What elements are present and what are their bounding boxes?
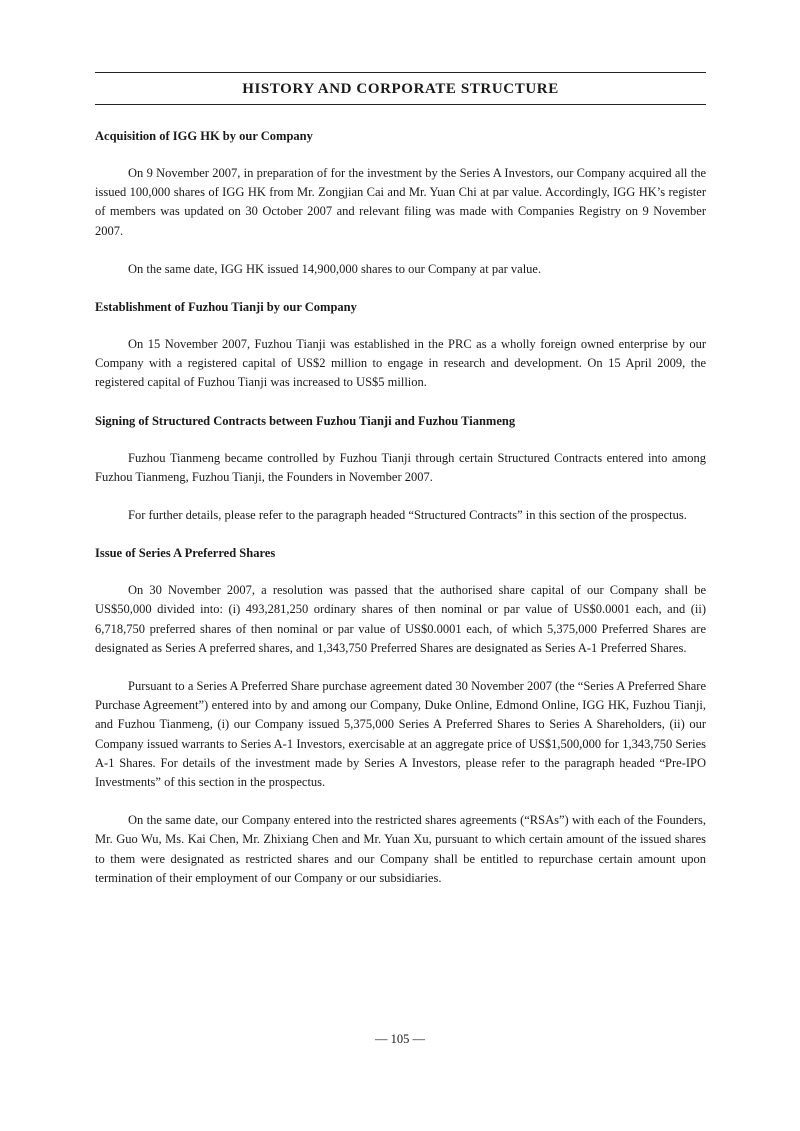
- section-heading: Establishment of Fuzhou Tianji by our Company: [95, 300, 357, 315]
- paragraph: Pursuant to a Series A Preferred Share purchase agreement dated 30 November 2007 (the “Series A Preferred Share Purchase Agreement”) entered into by and among our Company, Duke Online, Edmond Online, IGG HK, Fuzhou Tianji, and Fuzhou Tianmeng, (i) our Company issued 5,375,000 Series A Preferred Shares to Series A Shareholders, (ii) our Company issued warrants to Series A-1 Investors, exercisable at an aggregate price of US$1,500,000 for 1,343,750 Series A-1 Shares. For details of the investment made by Series A Investors, please refer to the paragraph headed “Pre-IPO Investments” of this section in the prospectus.: [95, 679, 706, 790]
- document-body: [95, 127, 706, 888]
- paragraph: On the same date, IGG HK issued 14,900,000 shares to our Company at par value.: [128, 261, 542, 276]
- section-structured-contracts: [95, 412, 706, 526]
- section-acquisition-igg-hk: [95, 127, 706, 279]
- header-top-rule: [95, 72, 706, 73]
- section-series-a-preferred-shares: [95, 544, 706, 888]
- page-title: HISTORY AND CORPORATE STRUCTURE: [242, 81, 559, 97]
- header-bottom-rule: [95, 104, 706, 105]
- document-page: [95, 72, 706, 907]
- page-number: — 105 —: [375, 1032, 425, 1046]
- paragraph: On the same date, our Company entered into the restricted shares agreements (“RSAs”) with each of the Founders, Mr. Guo Wu, Ms. Kai Chen, Mr. Zhixiang Chen and Mr. Yuan Xu, pursuant to which certain amount of the issued shares to them were designated as restricted shares and our Company shall be entitled to repurchase certain amount upon termination of their employment of our Company or our subsidiaries.: [95, 813, 706, 885]
- paragraph: For further details, please refer to the paragraph headed “Structured Contracts” in this section of the prospectus.: [128, 508, 687, 523]
- section-establishment-fuzhou-tianji: [95, 298, 706, 393]
- paragraph: On 30 November 2007, a resolution was passed that the authorised share capital of our Company shall be US$50,000 divided into: (i) 493,281,250 ordinary shares of then nominal or par value of US$0.0001 each, and (ii) 6,718,750 preferred shares of then nominal or par value of US$0.0001 each, of which 5,375,000 Preferred Shares are designated as Series A preferred shares, and 1,343,750 Preferred Shares are designated as Series A-1 Preferred Shares.: [95, 583, 706, 655]
- paragraph: On 15 November 2007, Fuzhou Tianji was established in the PRC as a wholly foreign owned enterprise by our Company with a registered capital of US$2 million to engage in research and development. On 15 April 2009, the registered capital of Fuzhou Tianji was increased to US$5 million.: [95, 337, 706, 390]
- section-heading: Signing of Structured Contracts between Fuzhou Tianji and Fuzhou Tianmeng: [95, 413, 516, 428]
- section-heading: Acquisition of IGG HK by our Company: [95, 129, 313, 143]
- paragraph: On 9 November 2007, in preparation of for the investment by the Series A Investors, our Company acquired all the issued 100,000 shares of IGG HK from Mr. Zongjian Cai and Mr. Yuan Chi at par value. Accordingly, IGG HK’s register of members was updated on 30 October 2007 and relevant filing was made with Companies Registry on 9 November 2007.: [95, 166, 706, 238]
- section-heading: Issue of Series A Preferred Shares: [95, 546, 276, 561]
- paragraph: Fuzhou Tianmeng became controlled by Fuzhou Tianji through certain Structured Contracts entered into among Fuzhou Tianmeng, Fuzhou Tianji, the Founders in November 2007.: [95, 450, 706, 484]
